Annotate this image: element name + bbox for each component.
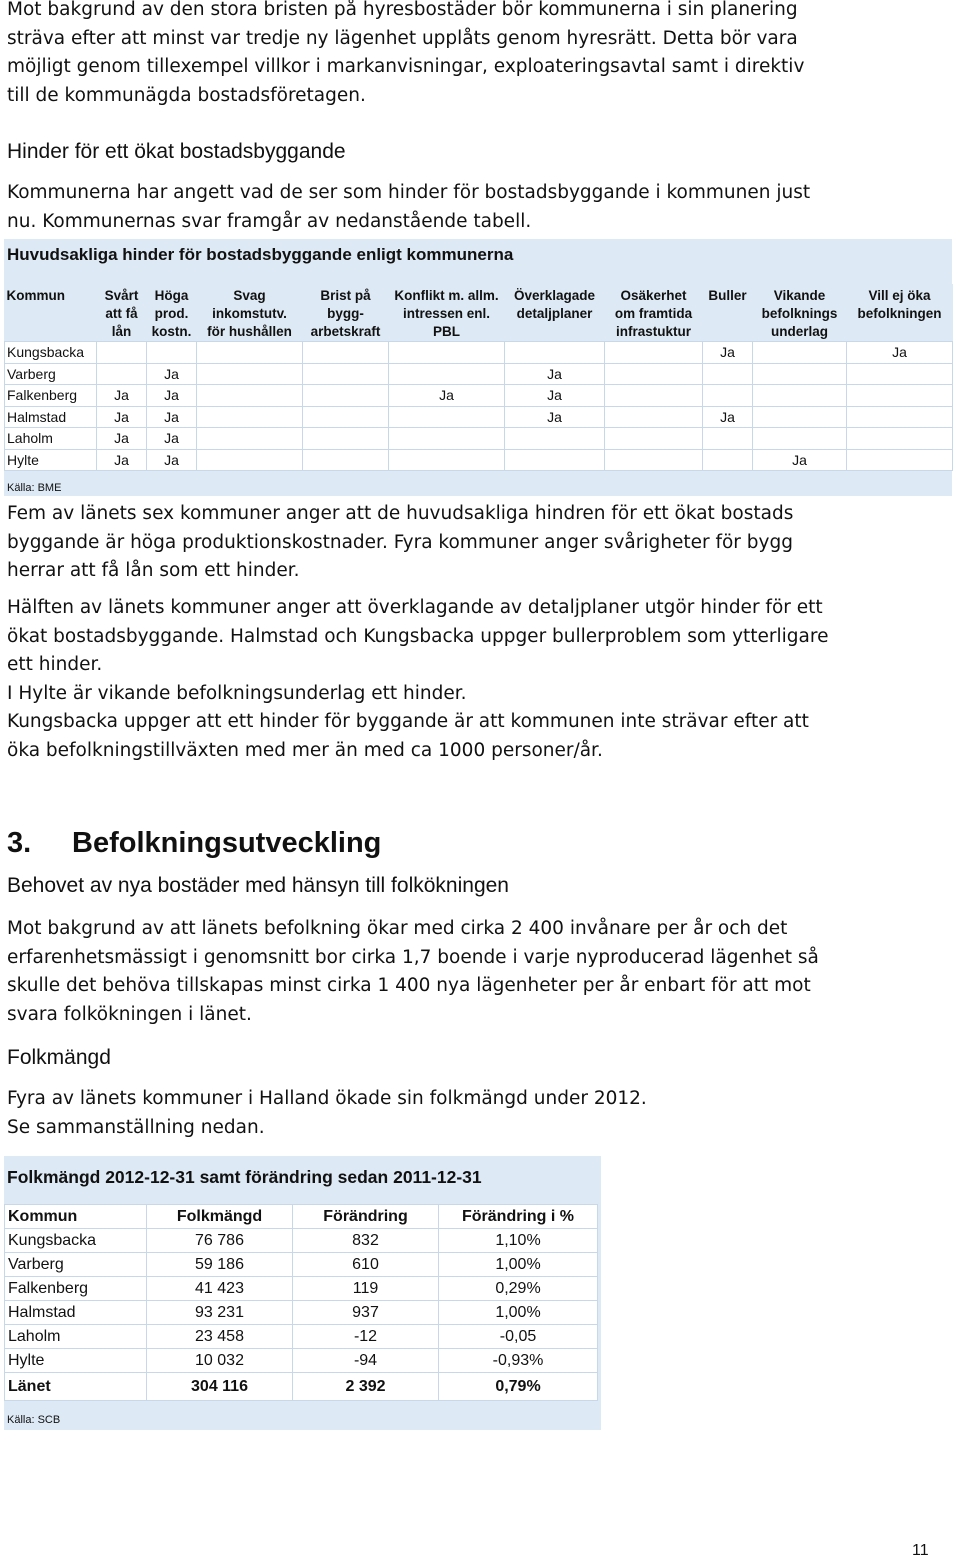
table-cell <box>97 363 147 385</box>
table-cell: Ja <box>753 449 847 471</box>
table-cell <box>505 342 605 364</box>
table-cell <box>505 428 605 450</box>
table-cell <box>703 363 753 385</box>
table-cell: Ja <box>389 385 505 407</box>
population-table-title: Folkmängd 2012-12-31 samt förändring sedan 2011-12-31 <box>7 1167 482 1187</box>
section-paragraph <box>7 915 819 1029</box>
table-cell: Ja <box>847 342 953 364</box>
table-cell: Ja <box>147 385 197 407</box>
table-cell <box>847 449 953 471</box>
hinder-table-source: Källa: BME <box>7 482 62 494</box>
analysis-paragraph-1 <box>7 500 793 586</box>
row-label: Kungsbacka <box>5 1229 147 1253</box>
section-subheading: Behovet av nya bostäder med hänsyn till folkökningen <box>7 874 509 897</box>
table-cell: -12 <box>293 1325 439 1349</box>
text-line: Fyra av länets kommuner i Halland ökade sin folkmängd under 2012. <box>7 1088 647 1109</box>
hinder-paragraph <box>7 179 810 236</box>
text-line: I Hylte är vikande befolkningsunderlag ett hinder. <box>7 682 467 704</box>
row-label: Kungsbacka <box>5 342 97 364</box>
table-row <box>5 1277 598 1301</box>
table-cell <box>605 385 703 407</box>
table-cell: 23 458 <box>147 1325 293 1349</box>
row-label: Laholm <box>5 428 97 450</box>
row-label: Laholm <box>5 1325 147 1349</box>
table-cell <box>753 342 847 364</box>
table-cell <box>389 342 505 364</box>
table-cell: 1,00% <box>439 1301 598 1325</box>
table-cell: 76 786 <box>147 1229 293 1253</box>
column-header: Buller <box>703 284 753 342</box>
table-cell: 119 <box>293 1277 439 1301</box>
table-cell: 304 116 <box>147 1373 293 1401</box>
table-cell <box>847 406 953 428</box>
table-row <box>5 1229 598 1253</box>
table-cell: 41 423 <box>147 1277 293 1301</box>
text-line: öka befolkningstillväxten med mer än med ca 1000 personer/år. <box>7 739 603 761</box>
table-cell: Ja <box>97 428 147 450</box>
table-row <box>5 406 953 428</box>
table-cell <box>703 428 753 450</box>
text-line: till de kommunägda bostadsföretagen. <box>7 84 366 106</box>
column-header: Svag inkomstutv. för hushållen <box>197 284 303 342</box>
row-label: Halmstad <box>5 1301 147 1325</box>
text-line: Mot bakgrund av den stora bristen på hyresbostäder bör kommunerna i sin planering <box>7 0 798 20</box>
table-row <box>5 363 953 385</box>
table-cell: 832 <box>293 1229 439 1253</box>
table-row <box>5 1325 598 1349</box>
table-cell: Ja <box>97 406 147 428</box>
table-row <box>5 449 953 471</box>
table-cell <box>303 449 389 471</box>
row-label: Falkenberg <box>5 385 97 407</box>
table-cell <box>97 342 147 364</box>
table-cell <box>605 428 703 450</box>
column-header: Överklagade detaljplaner <box>505 284 605 342</box>
column-header: Vikande befolknings underlag <box>753 284 847 342</box>
folkmangd-paragraph <box>7 1085 647 1142</box>
text-line: Kungsbacka uppger att ett hinder för byggande är att kommunen inte strävar efter att <box>7 711 809 732</box>
hinder-heading: Hinder för ett ökat bostadsbyggande <box>7 140 346 163</box>
table-cell: 937 <box>293 1301 439 1325</box>
text-line: möjligt genom tillexempel villkor i markanvisningar, exploateringsavtal samt i direktiv <box>7 56 805 77</box>
table-cell <box>847 385 953 407</box>
table-cell <box>605 406 703 428</box>
table-cell: Ja <box>147 406 197 428</box>
table-cell <box>605 342 703 364</box>
table-cell: Ja <box>505 363 605 385</box>
population-table-source: Källa: SCB <box>7 1414 61 1426</box>
table-cell <box>389 363 505 385</box>
table-cell <box>197 449 303 471</box>
table-cell <box>197 406 303 428</box>
table-cell: Ja <box>147 449 197 471</box>
text-line: Mot bakgrund av att länets befolkning ökar med cirka 2 400 invånare per år och det <box>7 918 788 939</box>
row-label: Varberg <box>5 1253 147 1277</box>
intro-paragraph <box>7 0 804 110</box>
folkmangd-heading: Folkmängd <box>7 1046 111 1069</box>
row-label: Länet <box>5 1373 147 1401</box>
column-header: Konflikt m. allm. intressen enl. PBL <box>389 284 505 342</box>
table-cell: Ja <box>505 406 605 428</box>
column-header: Kommun <box>5 284 97 342</box>
total-row <box>5 1373 598 1401</box>
column-header: Kommun <box>5 1205 147 1229</box>
table-cell <box>605 449 703 471</box>
column-header: Förändring i % <box>439 1205 598 1229</box>
table-cell <box>303 406 389 428</box>
table-cell: 10 032 <box>147 1349 293 1373</box>
table-cell: 610 <box>293 1253 439 1277</box>
table-cell <box>389 406 505 428</box>
hinder-table-title: Huvudsakliga hinder för bostadsbyggande enligt kommunerna <box>7 245 514 264</box>
table-cell: 1,00% <box>439 1253 598 1277</box>
table-cell: Ja <box>147 428 197 450</box>
table-header-row <box>5 284 953 342</box>
row-label: Halmstad <box>5 406 97 428</box>
table-cell <box>303 363 389 385</box>
table-cell <box>703 385 753 407</box>
table-cell: Ja <box>505 385 605 407</box>
table-cell <box>303 342 389 364</box>
text-line: svara folkökningen i länet. <box>7 1003 252 1025</box>
table-header-row <box>5 1205 598 1229</box>
table-row <box>5 1301 598 1325</box>
table-cell: Ja <box>703 406 753 428</box>
page-number: 11 <box>912 1542 929 1559</box>
table-cell <box>389 428 505 450</box>
column-header: Vill ej öka befolkningen <box>847 284 953 342</box>
table-cell <box>847 428 953 450</box>
table-cell <box>303 385 389 407</box>
column-header: Osäkerhet om framtida infrastuktur <box>605 284 703 342</box>
table-cell <box>505 449 605 471</box>
text-line: Fem av länets sex kommuner anger att de huvudsakliga hindren för ett ökat bostads <box>7 503 794 524</box>
table-cell: 59 186 <box>147 1253 293 1277</box>
table-cell <box>197 385 303 407</box>
row-label: Varberg <box>5 363 97 385</box>
section-title: Befolkningsutveckling <box>72 827 382 859</box>
section-number: 3. <box>7 827 32 859</box>
table-cell <box>847 363 953 385</box>
table-cell <box>753 363 847 385</box>
column-header: Brist på bygg- arbetskraft <box>303 284 389 342</box>
text-line: nu. Kommunernas svar framgår av nedanstående tabell. <box>7 210 532 232</box>
table-row <box>5 428 953 450</box>
text-line: herrar att få lån som ett hinder. <box>7 560 300 581</box>
text-line: Kommunerna har angett vad de ser som hinder för bostadsbyggande i kommunen just <box>7 182 811 203</box>
table-row <box>5 342 953 364</box>
column-header: Svårt att få lån <box>97 284 147 342</box>
text-line: Se sammanställning nedan. <box>7 1116 265 1138</box>
table-cell <box>197 342 303 364</box>
table-cell: 1,10% <box>439 1229 598 1253</box>
text-line: ökat bostadsbyggande. Halmstad och Kungsbacka uppger bullerproblem som ytterligare <box>7 625 829 647</box>
row-label: Hylte <box>5 449 97 471</box>
column-header: Förändring <box>293 1205 439 1229</box>
table-cell: 93 231 <box>147 1301 293 1325</box>
table-cell: -0,93% <box>439 1349 598 1373</box>
table-row <box>5 1349 598 1373</box>
text-line: skulle det behöva tillskapas minst cirka 1 400 nya lägenheter per år enbart för att mot <box>7 975 811 996</box>
table-cell: 0,29% <box>439 1277 598 1301</box>
hinder-table <box>4 284 953 471</box>
table-row <box>5 385 953 407</box>
table-cell: -94 <box>293 1349 439 1373</box>
table-cell: 2 392 <box>293 1373 439 1401</box>
table-cell <box>605 363 703 385</box>
population-table <box>4 1204 598 1401</box>
text-line: ett hinder. <box>7 654 103 675</box>
table-cell <box>703 449 753 471</box>
text-line: erfarenhetsmässigt i genomsnitt bor cirka 1,7 boende i varje nyproducerad lägenhet så <box>7 946 819 968</box>
table-cell <box>753 406 847 428</box>
table-cell <box>147 342 197 364</box>
text-line: sträva efter att minst var tredje ny lägenhet upplåts genom hyresrätt. Detta bör vara <box>7 27 798 49</box>
table-cell: -0,05 <box>439 1325 598 1349</box>
text-line: Hälften av länets kommuner anger att överklagande av detaljplaner utgör hinder för ett <box>7 597 823 618</box>
table-cell: Ja <box>97 385 147 407</box>
row-label: Hylte <box>5 1349 147 1373</box>
table-cell <box>197 428 303 450</box>
table-cell: Ja <box>147 363 197 385</box>
table-cell <box>197 363 303 385</box>
table-cell: 0,79% <box>439 1373 598 1401</box>
column-header: Höga prod. kostn. <box>147 284 197 342</box>
table-row <box>5 1253 598 1277</box>
column-header: Folkmängd <box>147 1205 293 1229</box>
table-cell: Ja <box>97 449 147 471</box>
table-cell: Ja <box>703 342 753 364</box>
table-cell <box>753 428 847 450</box>
text-line: byggande är höga produktionskostnader. Fyra kommuner anger svårigheter för bygg <box>7 531 793 553</box>
row-label: Falkenberg <box>5 1277 147 1301</box>
analysis-paragraph-2 <box>7 594 828 765</box>
table-cell <box>389 449 505 471</box>
table-cell <box>753 385 847 407</box>
table-cell <box>303 428 389 450</box>
